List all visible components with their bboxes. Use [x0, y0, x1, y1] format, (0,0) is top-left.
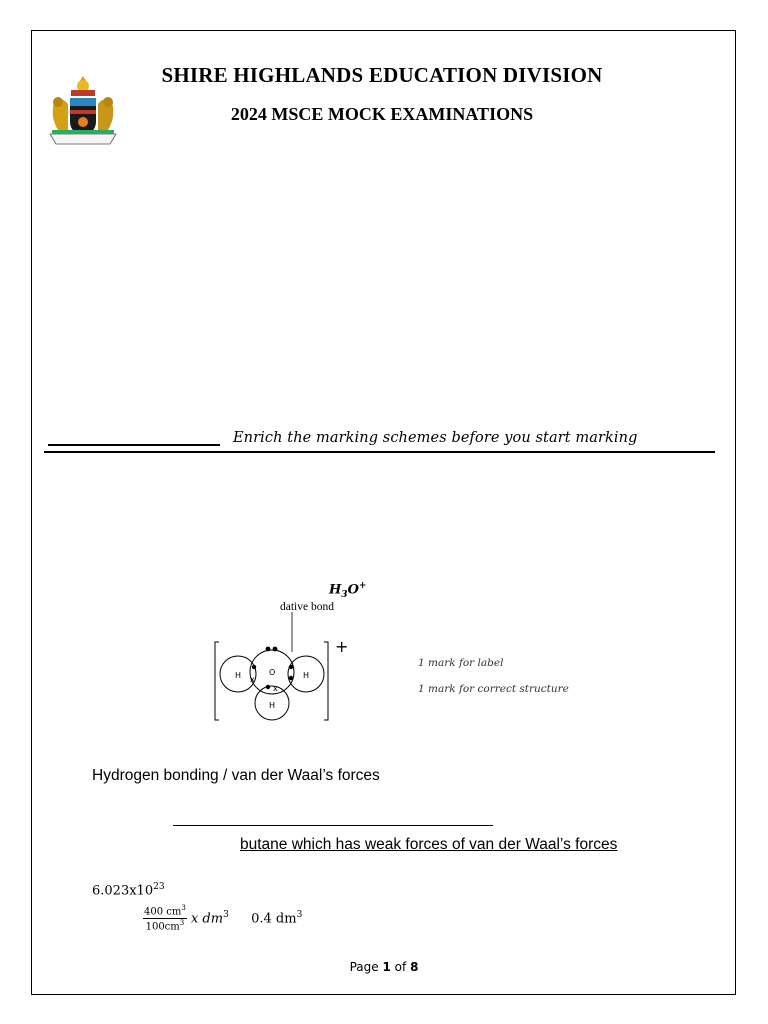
marking-notice: Enrich the marking schemes before you start marking [233, 430, 638, 446]
exam-subtitle: 2024 MSCE MOCK EXAMINATIONS [230, 104, 534, 124]
atom-o-center: O [269, 668, 276, 677]
page-number: Page 1 of 8 [349, 960, 419, 974]
answer-blank-line [173, 825, 493, 826]
dative-bond-label: dative bond [280, 601, 334, 613]
svg-text:x: x [250, 675, 255, 684]
atom-labels-layer [205, 612, 360, 727]
atom-h-left: H [235, 671, 242, 680]
hydronium-formula: $H_3O^+$ [329, 581, 367, 600]
svg-text:x: x [273, 684, 278, 693]
answer-avogadro: $6.023x10^{23}$ [92, 882, 165, 899]
ion-charge: + [335, 637, 349, 656]
notice-short-rule [48, 444, 220, 446]
volume-fraction: $\frac{400 cm^3}{100cm^3}$ [144, 904, 186, 933]
notice-long-rule [44, 451, 715, 453]
answer-volume-conversion: $\frac{400 cm^3}{100cm^3}$ x $dm^3$ 0.4 $dm^3$ [144, 904, 303, 933]
atom-h-right: H [303, 671, 310, 680]
answer-butane: butane which has weak forces of van der Waal’s forces [240, 836, 618, 853]
atom-h-bottom: H [269, 701, 276, 710]
coat-of-arms-emblem [44, 72, 122, 150]
division-title: SHIRE HIGHLANDS EDUCATION DIVISION [161, 63, 603, 87]
answer-bonding: Hydrogen bonding / van der Waal’s forces [92, 767, 380, 784]
mark-note-label: 1 mark for label [418, 657, 504, 669]
mark-note-structure: 1 mark for correct structure [418, 683, 569, 695]
